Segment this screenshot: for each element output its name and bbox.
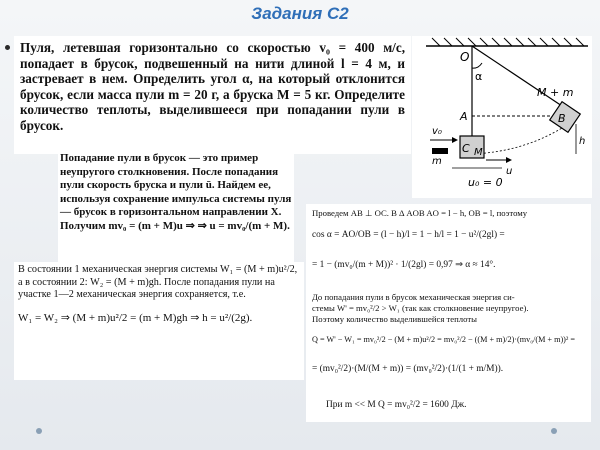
solution-line: cos α = AO/OB = (l − h)/l = 1 − h/l = 1 − u²/(2gl) = xyxy=(312,230,505,240)
solution-energy-panel xyxy=(14,262,304,380)
solution-momentum-panel xyxy=(58,150,294,263)
bullet-dot xyxy=(5,45,10,50)
solution-line: = 1 − (mv₀/(m + M))² · 1/(2gl) = 0,97 ⇒ α ≈ 14°. xyxy=(312,260,496,270)
footer-dot-right xyxy=(551,428,557,434)
solution-line: = (mv₀²/2)·(M/(M + m)) = (mv₀²/2)·(1/(1 + m/M)). xyxy=(312,364,504,374)
solution-line: Поэтому количество выделившейся теплоты xyxy=(312,314,477,324)
label-u: u xyxy=(506,166,513,177)
solution-energy-text: В состоянии 1 механическая энергия системы W₁ = (M + m)u²/2, а в состоянии 2: W₂ = (M + m)gh. После попадания пули на участке 1—2 механическая энергия сохраняется, т.е. xyxy=(18,264,298,301)
label-v0: v₀ xyxy=(432,126,442,137)
label-A: A xyxy=(460,110,468,123)
label-C: C xyxy=(462,142,470,155)
pendulum-diagram xyxy=(412,36,592,198)
label-h: h xyxy=(579,136,586,147)
solution-angle-heat-panel xyxy=(306,204,591,422)
solution-line: При m << M Q = mv₀²/2 = 1600 Дж. xyxy=(326,400,467,410)
footer-dot-left xyxy=(36,428,42,434)
label-O: O xyxy=(460,50,470,64)
solution-momentum-text: Попадание пули в брусок — это пример неупругого столкновения. После попадания пули скорость бруска и пули ū. Найдем ее, используя сохранение импульса системы пуля— брусок в горизонтальном направлении X. Получим mv₀ = (m + M)u ⇒ ⇒ u = mv₀/(m + M). xyxy=(60,152,292,232)
label-m: m xyxy=(432,156,442,167)
label-M: M xyxy=(474,147,483,158)
label-mass-after: M + m xyxy=(537,86,574,99)
label-B: B xyxy=(558,112,566,125)
slide-title: Задания С2 xyxy=(251,4,349,23)
pendulum-figure xyxy=(412,36,592,198)
label-alpha: α xyxy=(475,70,483,83)
label-u0: u₀ = 0 xyxy=(468,176,503,189)
solution-line: Проведем AB ⊥ OC. В Δ AOB AO = l − h, OB = l, поэтому xyxy=(312,208,528,218)
solution-line: До попадания пули в брусок механическая энергия си- xyxy=(312,292,515,302)
problem-text: Пуля, летевшая горизонтально со скоростью v₀ = 400 м/с, попадает в брусок, подвешенный на нити длиной l = 4 м, и застревает в нем. Определить угол α, на который отклонится брусок, если масса пули m = 20 г, а бруска M = 5 кг. Определите количество теплоты, выделившееся при попадании пули в брусок. xyxy=(20,40,405,133)
problem-statement-panel xyxy=(14,36,411,154)
solution-line: Q = W' − W₁ = mv₀²/2 − (M + m)u²/2 = mv₀²/2 − ((M + m)/2)·(mv₀/(M + m))² = xyxy=(312,335,576,344)
solution-energy-equation: W₁ = W₂ ⇒ (M + m)u²/2 = (m + M)gh ⇒ h = u²/(2g). xyxy=(18,311,253,324)
solution-line: стемы W' = mv₀²/2 > W₁ (так как столкновение неупругое). xyxy=(312,303,529,313)
